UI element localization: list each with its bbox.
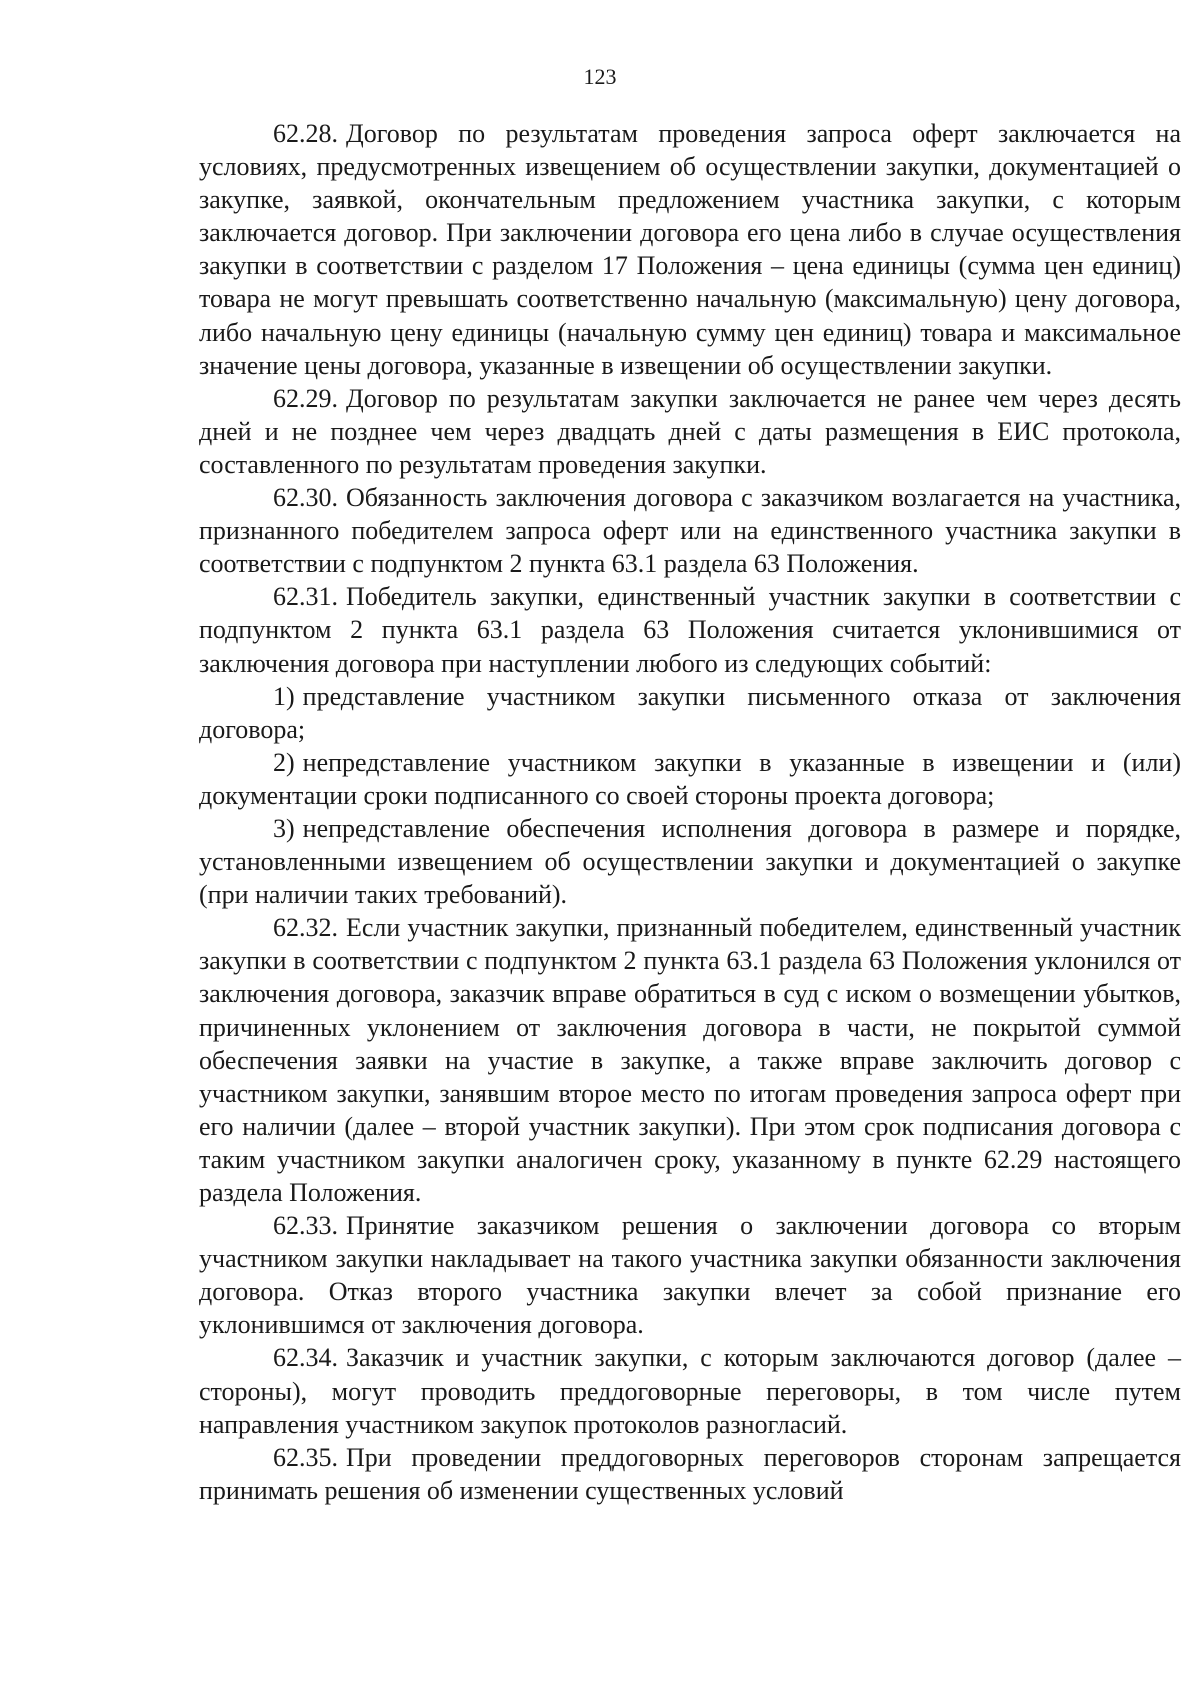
list-item-text: непредставление обеспечения исполнения договора в размере и порядке, установленными извещением об осуществлении закупки и документацией о закупке (при наличии таких требований). <box>199 813 1181 910</box>
page-number: 123 <box>583 64 617 89</box>
list-item-text: представление участником закупки письменного отказа от заключения договора; <box>199 681 1181 744</box>
list-item-3 <box>199 812 1181 911</box>
paragraph-text: Заказчик и участник закупки, с которым заключаются договор (далее – стороны), могут проводить преддоговорные переговоры, в том числе путем направления участником закупок протоколов разногласий. <box>199 1343 1181 1439</box>
paragraph-62-29 <box>199 382 1181 481</box>
list-item-1 <box>199 680 1181 746</box>
paragraph-62-32 <box>199 911 1181 1209</box>
paragraph-62-30 <box>199 481 1181 580</box>
paragraph-text: Победитель закупки, единственный участник закупки в соответствии с подпунктом 2 пункта 63.1 раздела 63 Положения считается уклонившимися от заключения договора при наступлении любого из следующих событий: <box>199 582 1181 678</box>
paragraph-number: 62.29. <box>273 383 338 413</box>
paragraph-62-28 <box>199 117 1181 382</box>
paragraph-number: 62.30. <box>273 483 338 513</box>
list-item-number: 1) <box>273 681 295 711</box>
paragraph-62-33 <box>199 1209 1181 1341</box>
paragraph-62-31 <box>199 580 1181 679</box>
paragraph-number: 62.32. <box>273 913 338 943</box>
paragraph-62-35 <box>199 1441 1181 1507</box>
paragraph-62-34 <box>199 1341 1181 1440</box>
list-item-number: 3) <box>273 813 295 843</box>
paragraph-number: 62.28. <box>273 119 338 148</box>
list-item-2 <box>199 746 1181 812</box>
paragraph-text: Договор по результатам проведения запроса оферт заключается на условиях, предусмотренных извещением об осуществлении закупки, документацией о закупке, заявкой, окончательным предложением участника закупки, с которым заключается договор. При заключении договора его цена либо в случае осуществления закупки в соответствии с разделом 17 Положения – цена единицы (сумма цен единиц) товара не могут превышать соответственно начальную (максимальную) цену договора, либо начальную цену единицы (начальную сумму цен единиц) товара и максимальное значение цены договора, указанные в извещении об осуществлении закупки. <box>199 119 1181 380</box>
paragraph-text: При проведении преддоговорных переговоров сторонам запрещается принимать решения об изменении существенных условий <box>199 1442 1181 1505</box>
list-item-number: 2) <box>273 747 295 777</box>
paragraph-text: Обязанность заключения договора с заказчиком возлагается на участника, признанного победителем запроса оферт или на единственного участника закупки в соответствии с подпунктом 2 пункта 63.1 раздела 63 Положения. <box>199 483 1181 579</box>
paragraph-text: Договор по результатам закупки заключается не ранее чем через десять дней и не позднее чем через двадцать дней с даты размещения в ЕИС протокола, составленного по результатам проведения закупки. <box>199 383 1181 479</box>
paragraph-text: Принятие заказчиком решения о заключении договора со вторым участником закупки накладывает на такого участника закупки обязанности заключения договора. Отказ второго участника закупки влечет за собой признание его уклонившимся от заключения договора. <box>199 1211 1181 1340</box>
paragraph-number: 62.35. <box>273 1442 338 1472</box>
list-item-text: непредставление участником закупки в указанные в извещении и (или) документации сроки подписанного со своей стороны проекта договора; <box>199 747 1181 810</box>
paragraph-text: Если участник закупки, признанный победителем, единственный участник закупки в соответствии с подпунктом 2 пункта 63.1 раздела 63 Положения уклонился от заключения договора, заказчик вправе обратиться в суд с иском о возмещении убытков, причиненных уклонением от заключения договора в части, не покрытой суммой обеспечения заявки на участие в закупке, а также вправе заключить договор с участником закупки, занявшим второе место по итогам проведения запроса оферт при его наличии (далее – второй участник закупки). При этом срок подписания договора с таким участником закупки аналогичен сроку, указанному в пункте 62.29 настоящего раздела Положения. <box>199 913 1181 1207</box>
document-body <box>199 117 1181 1507</box>
paragraph-number: 62.33. <box>273 1211 338 1241</box>
paragraph-number: 62.34. <box>273 1343 338 1373</box>
paragraph-number: 62.31. <box>273 582 338 612</box>
